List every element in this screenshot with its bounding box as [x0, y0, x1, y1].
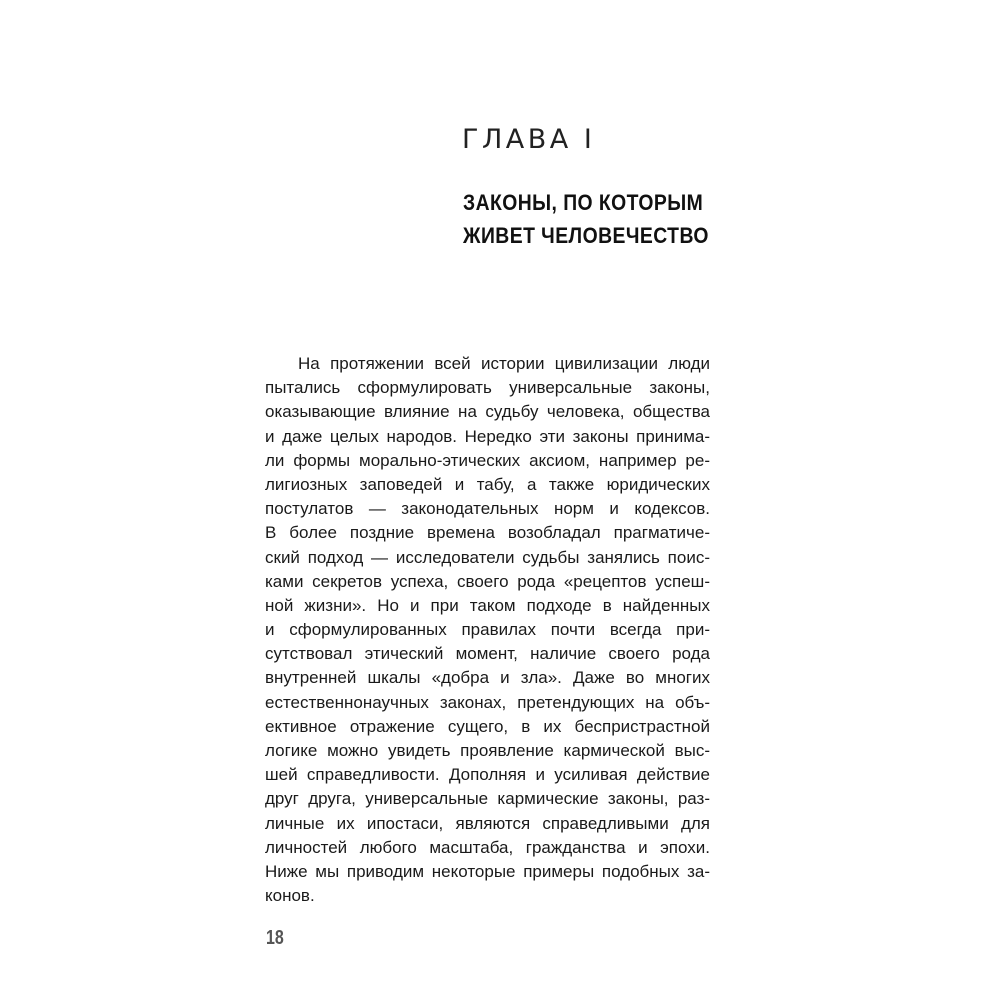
paragraph-line: постулатов — законодательных норм и кодексов. [265, 499, 710, 519]
paragraph-line: Ниже мы приводим некоторые примеры подобных за- [265, 861, 710, 881]
paragraph-line: друг друга, универсальные кармические законы, раз- [265, 789, 710, 809]
paragraph-line: ной жизни». Но и при таком подходе в найденных [265, 595, 710, 615]
paragraph-line: внутренней шкалы «добра и зла». Даже во многих [265, 668, 710, 688]
body-paragraph [265, 352, 710, 908]
chapter-title-line: ЖИВЕТ ЧЕЛОВЕЧЕСТВО [463, 223, 709, 248]
paragraph-line: личные их ипостаси, являются справедливыми для [265, 813, 710, 833]
paragraph-line: и даже целых народов. Нередко эти законы принима- [265, 426, 710, 446]
paragraph-line: ками секретов успеха, своего рода «рецептов успеш- [265, 571, 710, 591]
paragraph-line: На протяжении всей истории цивилизации люди [298, 354, 710, 373]
paragraph-line: логике можно увидеть проявление кармической выс- [265, 741, 710, 760]
paragraph-line: естественнонаучных законах, претендующих на объ- [265, 692, 710, 712]
paragraph-line: шей справедливости. Дополняя и усиливая действие [265, 765, 710, 785]
page-number: 18 [266, 927, 284, 949]
paragraph-line: сутствовал этический момент, наличие своего рода [265, 644, 710, 664]
chapter-title-line: ЗАКОНЫ, ПО КОТОРЫМ [463, 190, 704, 215]
chapter-title [463, 186, 727, 252]
paragraph-line: и сформулированных правилах почти всегда при- [265, 620, 710, 640]
paragraph-line: лигиозных заповедей и табу, а также юридических [265, 474, 710, 494]
paragraph-line: оказывающие влияние на судьбу человека, общества [265, 402, 710, 422]
paragraph-line: ский подход — исследователи судьбы занялись поис- [265, 547, 710, 567]
paragraph-line: конов. [265, 886, 315, 906]
paragraph-line: ли формы морально-этических аксиом, например ре- [265, 450, 710, 470]
paragraph-line: ективное отражение сущего, в их беспристрастной [265, 716, 710, 736]
chapter-label: ГЛАВА I [462, 124, 596, 155]
paragraph-line: пытались сформулировать универсальные законы, [265, 378, 710, 398]
paragraph-line: личностей любого масштаба, гражданства и эпохи. [265, 837, 710, 857]
paragraph-line: В более поздние времена возобладал прагматиче- [265, 523, 710, 543]
